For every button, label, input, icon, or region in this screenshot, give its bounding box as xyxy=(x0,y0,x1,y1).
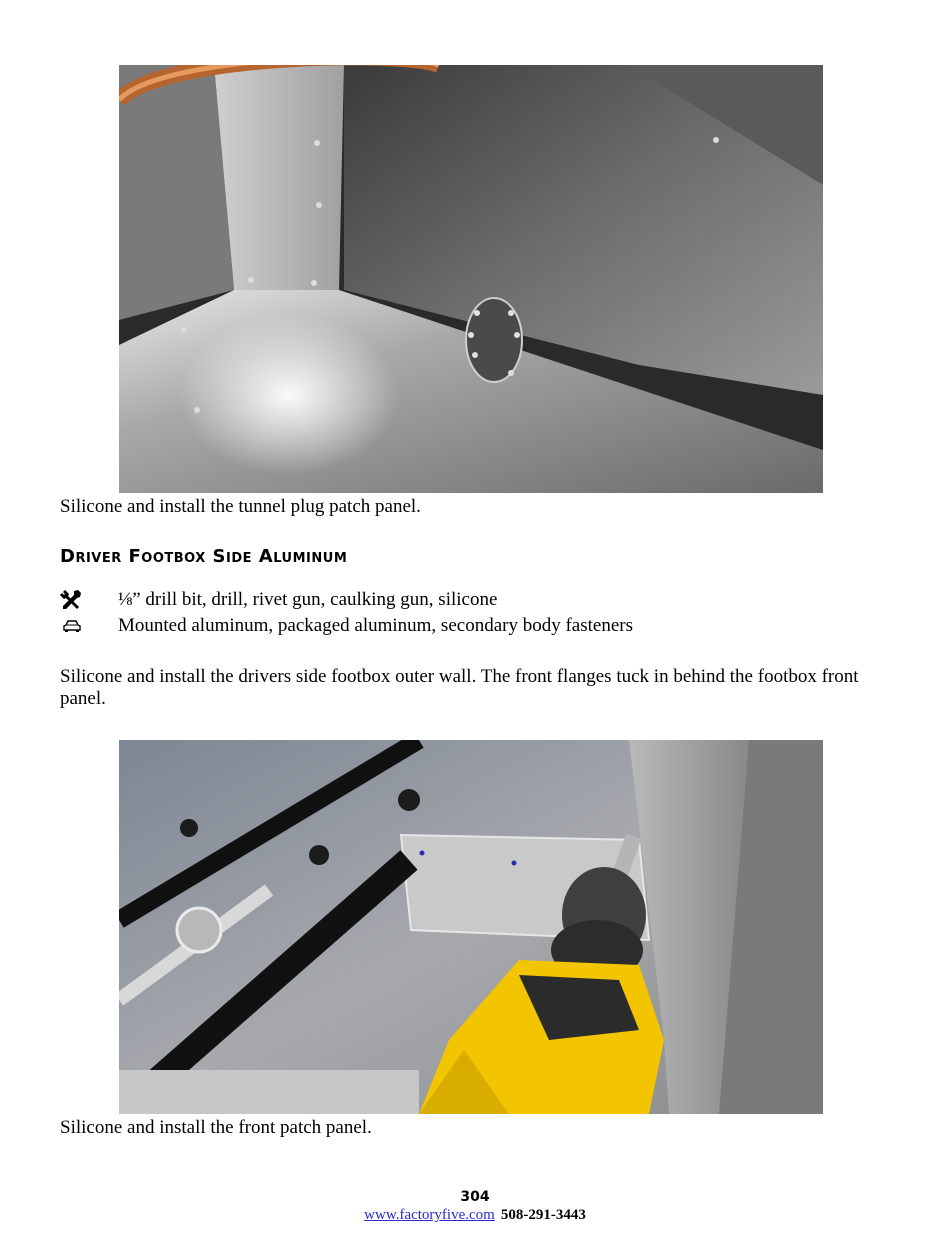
tools-row xyxy=(60,589,497,611)
parts-row xyxy=(60,615,633,637)
tunnel-plug-photo xyxy=(119,65,823,493)
front-patch-photo-graphic xyxy=(119,740,823,1114)
phone-number: 508-291-3443 xyxy=(500,1207,586,1223)
page-number: 304 xyxy=(460,1189,490,1205)
car-parts-icon xyxy=(60,615,118,637)
page-footer xyxy=(0,1188,950,1224)
tools-icon xyxy=(60,589,118,611)
section-title: Driver Footbox Side Aluminum xyxy=(60,546,348,567)
tunnel-plug-caption: Silicone and install the tunnel plug patch panel. xyxy=(60,496,421,517)
front-patch-photo xyxy=(119,740,823,1114)
website-link[interactable]: www.factoryfive.com xyxy=(364,1207,495,1223)
footer-contact xyxy=(0,1206,950,1224)
footbox-instructions: Silicone and install the drivers side footbox outer wall. The front flanges tuck in behind the footbox front panel. xyxy=(60,666,859,709)
tunnel-plug-photo-graphic xyxy=(119,65,823,493)
tools-list: ⅛” drill bit, drill, rivet gun, caulking gun, silicone xyxy=(118,589,498,610)
front-patch-caption: Silicone and install the front patch panel. xyxy=(60,1117,372,1138)
parts-list: Mounted aluminum, packaged aluminum, secondary body fasteners xyxy=(118,615,633,636)
